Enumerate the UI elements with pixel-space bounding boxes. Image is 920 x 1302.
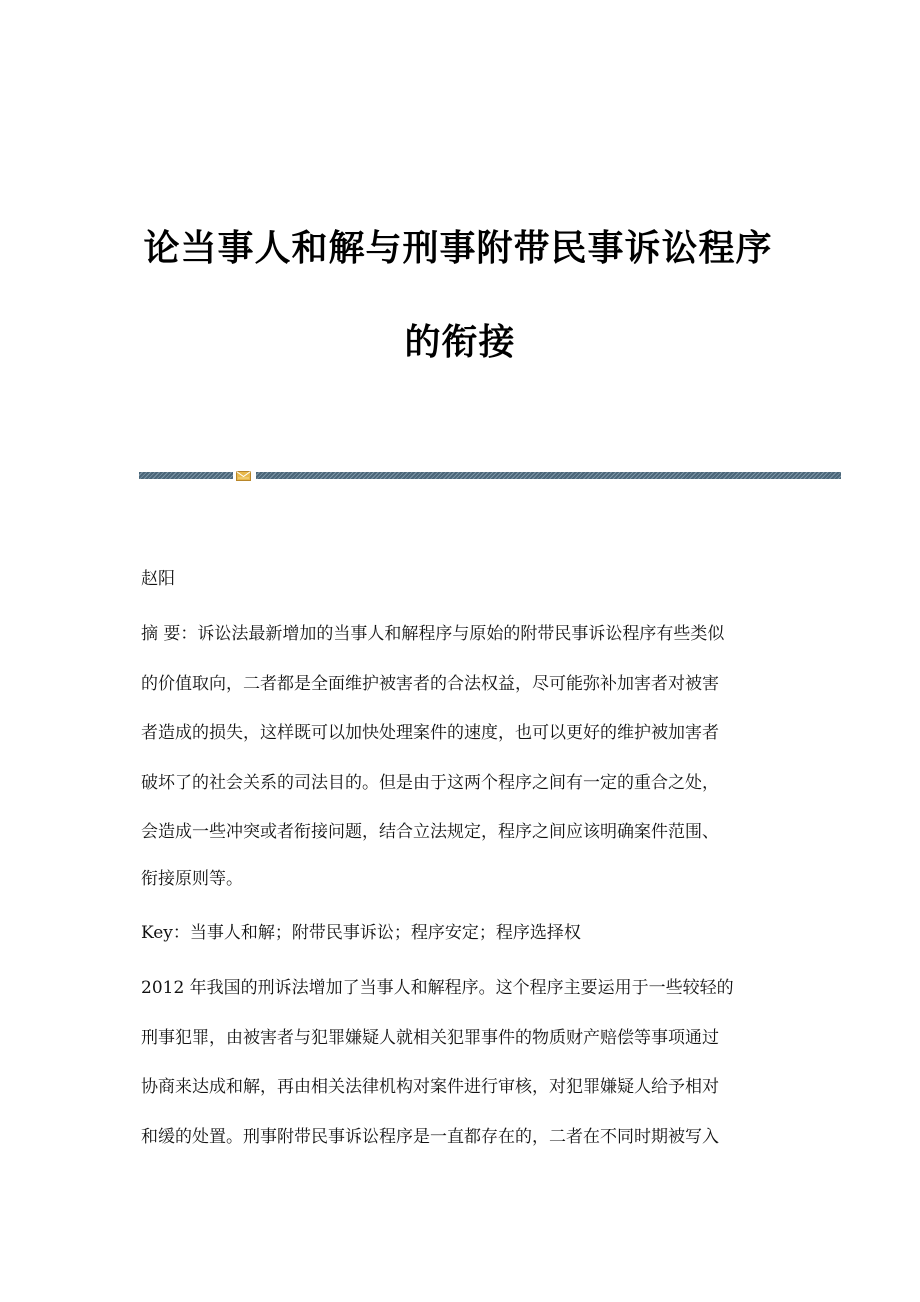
author-name: 赵阳 bbox=[141, 569, 175, 589]
body-line-4: 和缓的处置。刑事附带民事诉讼程序是一直都存在的，二者在不同时期被写入 bbox=[141, 1127, 719, 1147]
body-line-3: 协商来达成和解，再由相关法律机构对案件进行审核，对犯罪嫌疑人给予相对 bbox=[141, 1077, 719, 1097]
abstract-line-6: 衔接原则等。 bbox=[141, 869, 243, 889]
abstract-line-2: 的价值取向，二者都是全面维护被害者的合法权益，尽可能弥补加害者对被害 bbox=[141, 674, 719, 694]
title-divider bbox=[139, 470, 841, 482]
abstract-line-3: 者造成的损失，这样既可以加快处理案件的速度，也可以更好的维护被加害者 bbox=[141, 723, 719, 743]
document-title-line-1: 论当事人和解与刑事附带民事诉讼程序 bbox=[143, 228, 773, 269]
body-line-1: 2012 年我国的刑诉法增加了当事人和解程序。这个程序主要运用于一些较轻的 bbox=[141, 978, 734, 998]
body-line-2: 刑事犯罪，由被害者与犯罪嫌疑人就相关犯罪事件的物质财产赔偿等事项通过 bbox=[141, 1028, 719, 1048]
divider-bar-left bbox=[139, 472, 233, 479]
envelope-ornament-icon bbox=[236, 470, 251, 481]
abstract-line-1: 摘 要：诉讼法最新增加的当事人和解程序与原始的附带民事诉讼程序有些类似 bbox=[141, 624, 725, 644]
abstract-line-5: 会造成一些冲突或者衔接问题，结合立法规定，程序之间应该明确案件范围、 bbox=[141, 822, 719, 842]
keywords-line: Key：当事人和解；附带民事诉讼；程序安定；程序选择权 bbox=[141, 923, 581, 943]
abstract-line-4: 破坏了的社会关系的司法目的。但是由于这两个程序之间有一定的重合之处， bbox=[141, 773, 719, 793]
document-title-line-2: 的衔接 bbox=[404, 322, 516, 363]
divider-bar-right bbox=[256, 472, 841, 479]
